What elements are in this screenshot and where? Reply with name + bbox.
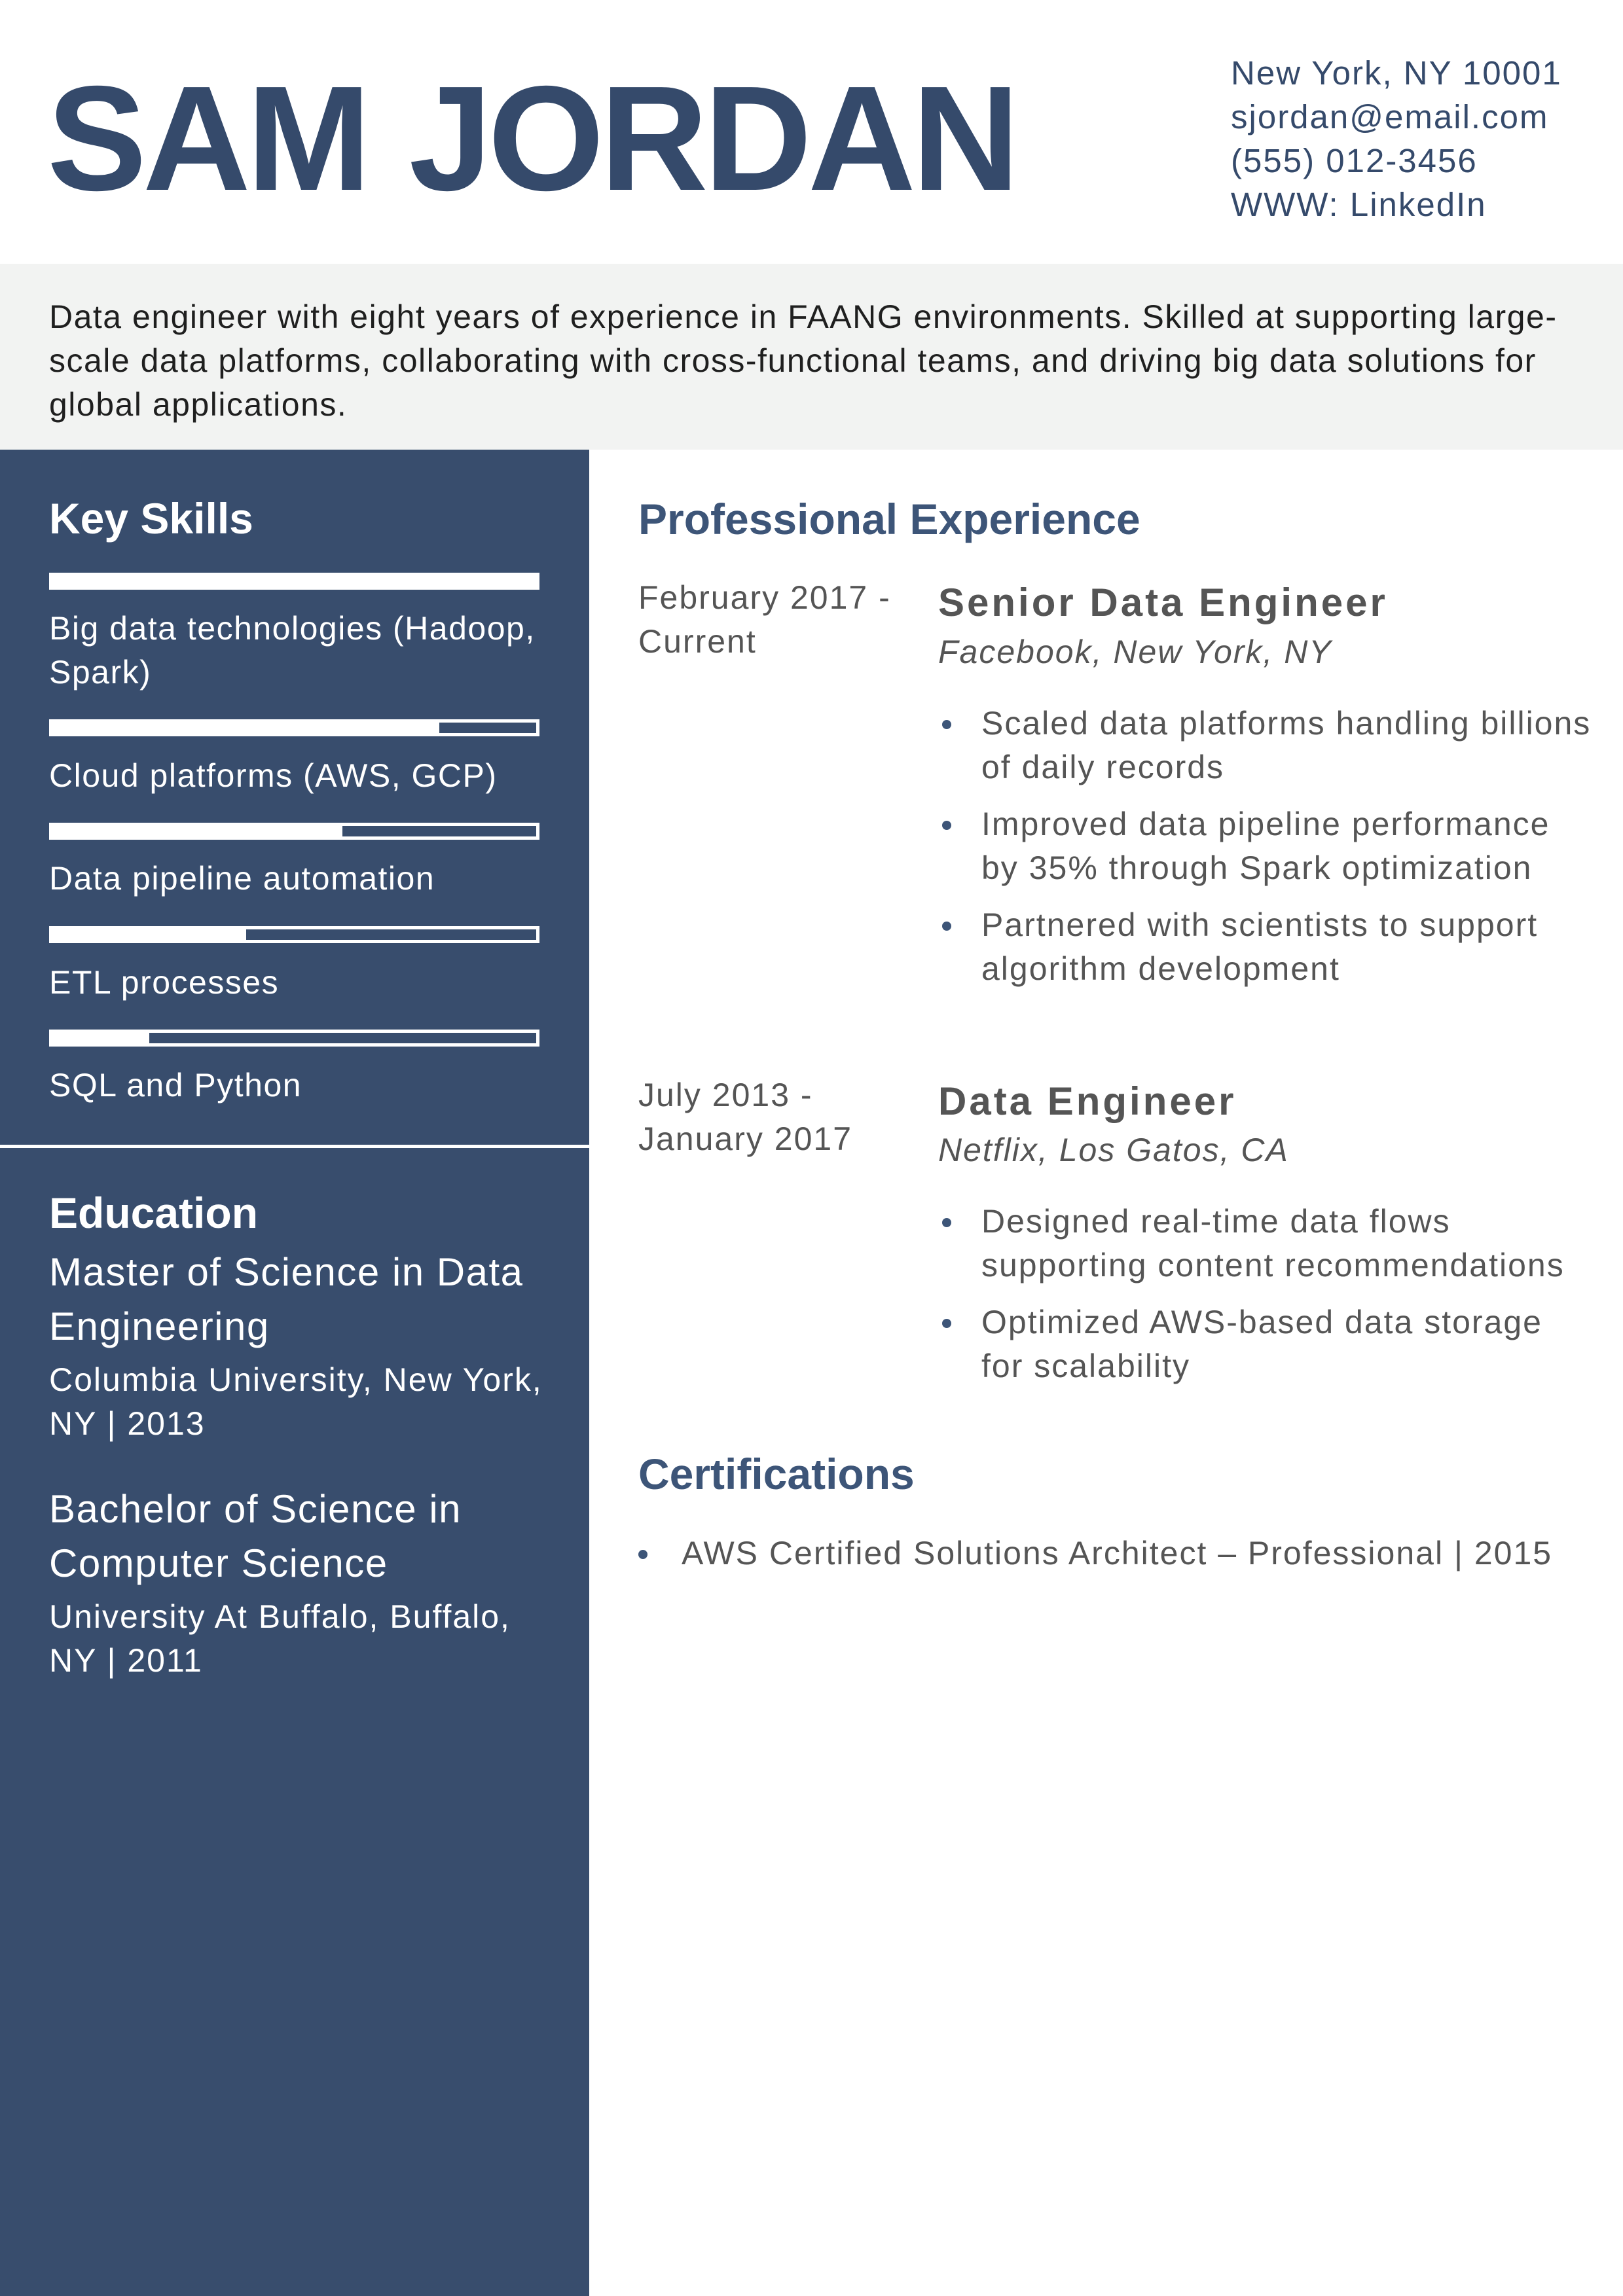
certifications-list xyxy=(638,1532,1555,1575)
education-degree: Master of Science in Data Engineering xyxy=(49,1250,524,1348)
candidate-name xyxy=(47,56,1016,222)
skill-level-bar xyxy=(49,1030,539,1047)
job-bullets xyxy=(938,1200,1593,1388)
skill-label: Data pipeline automation xyxy=(49,860,435,897)
skill-level-bar xyxy=(49,573,539,590)
contact-block xyxy=(1231,51,1611,226)
job-bullet: Designed real-time data flows supporting content recommendations xyxy=(938,1200,1593,1287)
education-school: University At Buffalo, Buffalo, NY | 2011 xyxy=(49,1598,511,1679)
experience-heading: Professional Experience xyxy=(638,495,1140,543)
contact-email[interactable]: sjordan@email.com xyxy=(1231,98,1549,135)
job-dates: February 2017 - Current xyxy=(638,579,891,660)
certification-item: AWS Certified Solutions Architect – Professional | 2015 xyxy=(638,1532,1555,1575)
sidebar xyxy=(0,450,589,2296)
job-dates: July 2013 - January 2017 xyxy=(638,1077,853,1157)
skill-level-fill xyxy=(52,576,536,586)
certifications-heading: Certifications xyxy=(638,1450,915,1498)
first-name: SAM xyxy=(47,56,367,222)
job-title: Data Engineer xyxy=(938,1079,1237,1123)
education-degree: Bachelor of Science in Computer Science xyxy=(49,1487,462,1585)
skill-level-fill xyxy=(52,929,246,940)
skill-level-fill xyxy=(52,1033,149,1043)
summary-band xyxy=(0,264,1623,450)
summary-text: Data engineer with eight years of experience in FAANG environments. Skilled at supporting large-scale data platforms, collaborating with cross-functional teams, and driving big data solutions for global applications. xyxy=(49,298,1558,423)
skill-label: ETL processes xyxy=(49,964,280,1001)
job-bullet: Partnered with scientists to support algorithm development xyxy=(938,903,1593,991)
key-skills-heading: Key Skills xyxy=(49,494,253,543)
skill-level-fill xyxy=(52,723,439,733)
job-title: Senior Data Engineer xyxy=(938,581,1388,624)
skill-level-fill xyxy=(52,826,342,836)
contact-website[interactable]: WWW: LinkedIn xyxy=(1231,186,1487,223)
contact-address: New York, NY 10001 xyxy=(1231,54,1562,92)
skill-label: Big data technologies (Hadoop, Spark) xyxy=(49,610,536,691)
last-name: JORDAN xyxy=(409,56,1016,222)
job-bullets xyxy=(938,702,1593,991)
skill-label: SQL and Python xyxy=(49,1067,302,1103)
contact-phone[interactable]: (555) 012-3456 xyxy=(1231,142,1478,179)
job-company: Facebook, New York, NY xyxy=(938,634,1332,670)
job-bullet: Optimized AWS-based data storage for scalability xyxy=(938,1300,1593,1388)
education-school: Columbia University, New York, NY | 2013 xyxy=(49,1361,543,1442)
skill-level-bar xyxy=(49,719,539,736)
skill-label: Cloud platforms (AWS, GCP) xyxy=(49,757,498,794)
education-heading: Education xyxy=(49,1189,259,1237)
job-bullet: Improved data pipeline performance by 35% through Spark optimization xyxy=(938,802,1593,890)
sidebar-divider xyxy=(0,1145,589,1148)
job-bullet: Scaled data platforms handling billions of daily records xyxy=(938,702,1593,789)
job-company: Netflix, Los Gatos, CA xyxy=(938,1132,1289,1168)
skill-level-bar xyxy=(49,823,539,840)
skill-level-bar xyxy=(49,926,539,943)
